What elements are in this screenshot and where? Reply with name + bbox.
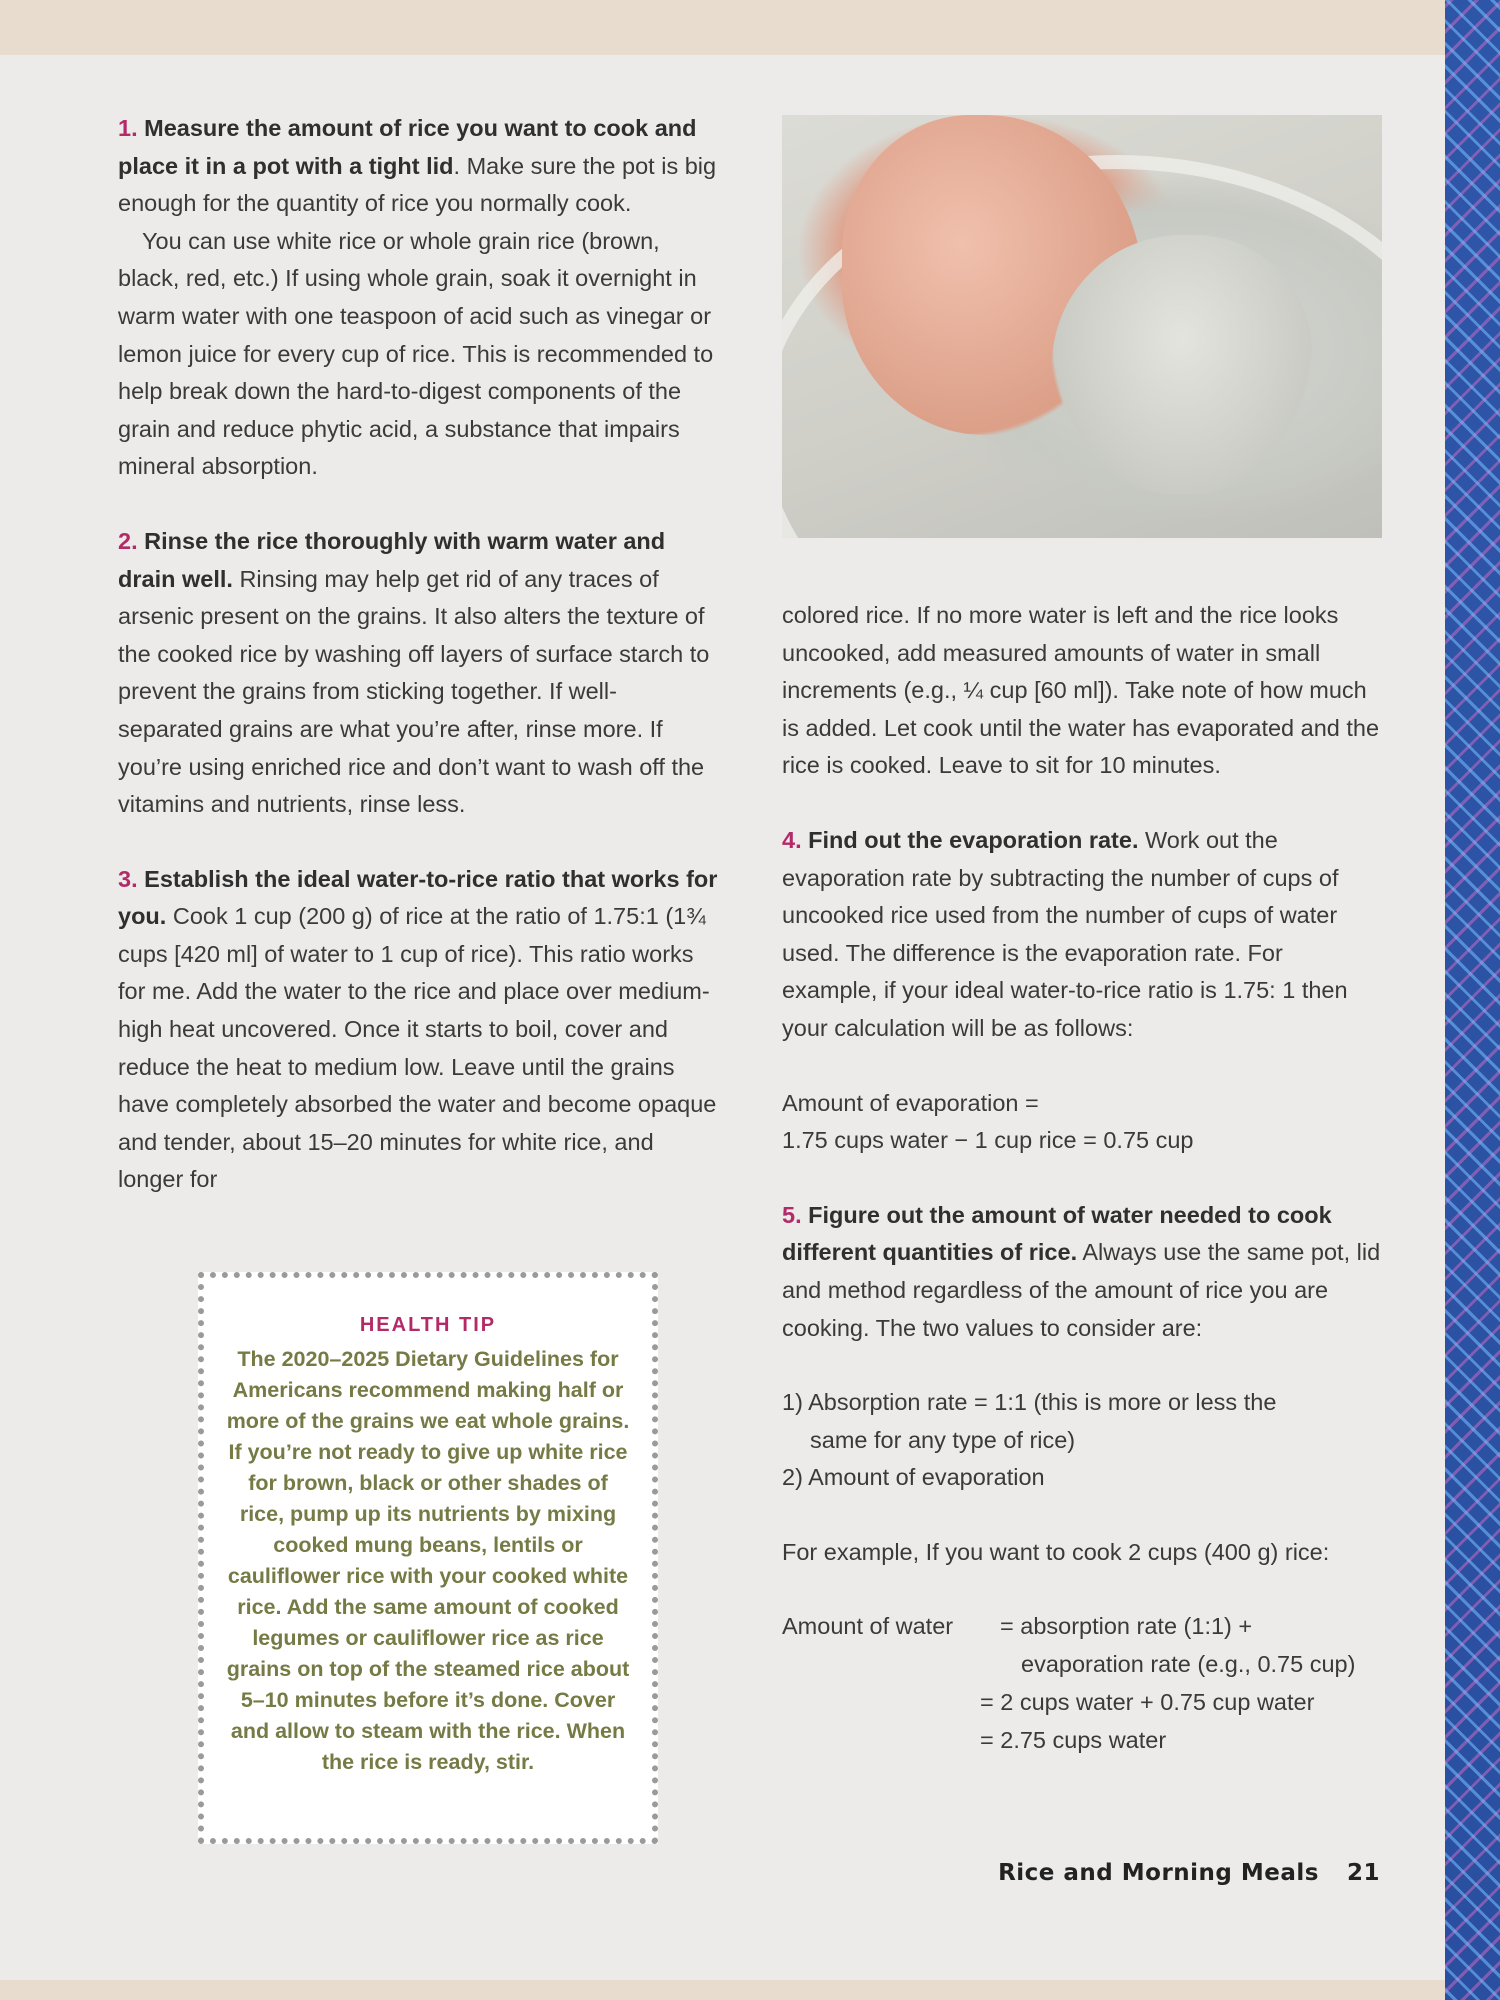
step-5-text: Always use the same pot, lid and method regardless of the amount of rice you are cooking. The two values to consider are: <box>782 1239 1381 1341</box>
health-tip-box <box>198 1272 658 1844</box>
step-3-continued: colored rice. If no more water is left and the rice looks uncooked, add measured amounts of water in small increments (e.g., ¼ cup [60 ml]). Take note of how much is added. Let cook until the water has evaporated and the rice is cooked. Leave to sit for 10 minutes. <box>782 602 1380 779</box>
step-1-number: 1. <box>118 115 138 141</box>
page-number: 21 <box>1346 1860 1380 1886</box>
step-4-number: 4. <box>782 826 802 853</box>
step-2-heading: Rinse the rice thoroughly with warm water and drain well. <box>118 527 666 592</box>
decorative-pattern-strip <box>1445 0 1500 2000</box>
step-3-number: 3. <box>118 865 138 892</box>
step-5-number: 5. <box>782 1201 802 1228</box>
step-2-number: 2. <box>118 527 138 554</box>
left-column <box>118 110 718 1199</box>
step-3-heading: Establish the ideal water-to-rice ratio that works for you. <box>118 865 718 930</box>
step-1-text: . Make sure the pot is big enough for the quantity of rice you normally cook. <box>118 152 717 217</box>
step-4 <box>782 822 1382 1048</box>
step-3 <box>118 861 718 1199</box>
water-label: Amount of water <box>782 1613 954 1640</box>
evaporation-line-1: Amount of evaporation = <box>782 1089 1039 1116</box>
step-2 <box>118 523 718 824</box>
rice-shape <box>1052 235 1312 495</box>
list-item-2: 2) Amount of evaporation <box>782 1464 1045 1491</box>
health-tip-title: HEALTH TIP <box>359 1314 497 1336</box>
step-5 <box>782 1197 1382 1347</box>
step-5-heading: Figure out the amount of water needed to cook different quantities of rice. <box>782 1201 1332 1266</box>
section-title: Rice and Morning Meals <box>998 1860 1319 1886</box>
list-item-1-continued: same for any type of rice) <box>810 1426 1076 1453</box>
water-equation-3: = 2.75 cups water <box>980 1727 1167 1754</box>
step-1-paragraph-2: You can use white rice or whole grain rice (brown, black, red, etc.) If using whole grain, soak it overnight in warm water with one teaspoon of acid such as vinegar or lemon juice for every cup of rice. This is recommended to help break down the hard-to-digest components of the grain and reduce phytic acid, a substance that impairs mineral absorption. <box>118 227 714 480</box>
evaporation-line-2: 1.75 cups water − 1 cup rice = 0.75 cup <box>782 1127 1194 1154</box>
water-equation-1b: evaporation rate (e.g., 0.75 cup) <box>1021 1651 1356 1678</box>
water-formula <box>782 1608 1382 1758</box>
step-4-text: Work out the evaporation rate by subtracting the number of cups of uncooked rice used from the number of cups of water used. The difference is the evaporation rate. For example, if your ideal water-to-rice ratio is 1.75: 1 then your calculation will be as follows: <box>782 826 1348 1041</box>
step-4-heading: Find out the evaporation rate. <box>808 826 1139 853</box>
step-1-heading: Measure the amount of rice you want to cook and place it in a pot with a tight lid <box>118 115 697 179</box>
step-1 <box>118 110 718 223</box>
step-3-text: Cook 1 cup (200 g) of rice at the ratio of 1.75:1 (1¾ cups [420 ml] of water to 1 cup of rice). This ratio works for me. Add the water to the rice and place over medium-high heat uncovered. Once it starts to boil, cover and reduce the heat to medium low. Leave until the grains have completely absorbed the water and become opaque and tender, about 15–20 minutes for white rice, and longer for <box>118 903 717 1193</box>
step-2-text: Rinsing may help get rid of any traces of arsenic present on the grains. It also alters the texture of the cooked rice by washing off layers of surface starch to prevent the grains from sticking together. If well-separated grains are what you’re after, rinse more. If you’re using enriched rice and don’t want to wash off the vitamins and nutrients, rinse less. <box>118 565 710 818</box>
water-equation-1: = absorption rate (1:1) + <box>1000 1613 1253 1640</box>
list-item-1: 1) Absorption rate = 1:1 (this is more or less the <box>782 1389 1277 1416</box>
water-equation-2: = 2 cups water + 0.75 cup water <box>980 1689 1315 1716</box>
right-column <box>782 597 1382 1758</box>
health-tip-text: The 2020–2025 Dietary Guidelines for Americans recommend making half or more of the grains we eat whole grains. If you’re not ready to give up white rice for brown, black or other shades of rice, pump up its nutrients by mixing cooked mung beans, lentils or cauliflower rice with your cooked white rice. Add the same amount of cooked legumes or cauliflower rice as rice grains on top of the steamed rice about 5–10 minutes before it’s done. Cover and allow to steam with the rice. When the rice is ready, stir. <box>226 1347 630 1774</box>
rice-rinsing-photo <box>782 115 1382 538</box>
page-footer <box>998 1860 1380 1886</box>
example-line: For example, If you want to cook 2 cups (400 g) rice: <box>782 1538 1330 1565</box>
